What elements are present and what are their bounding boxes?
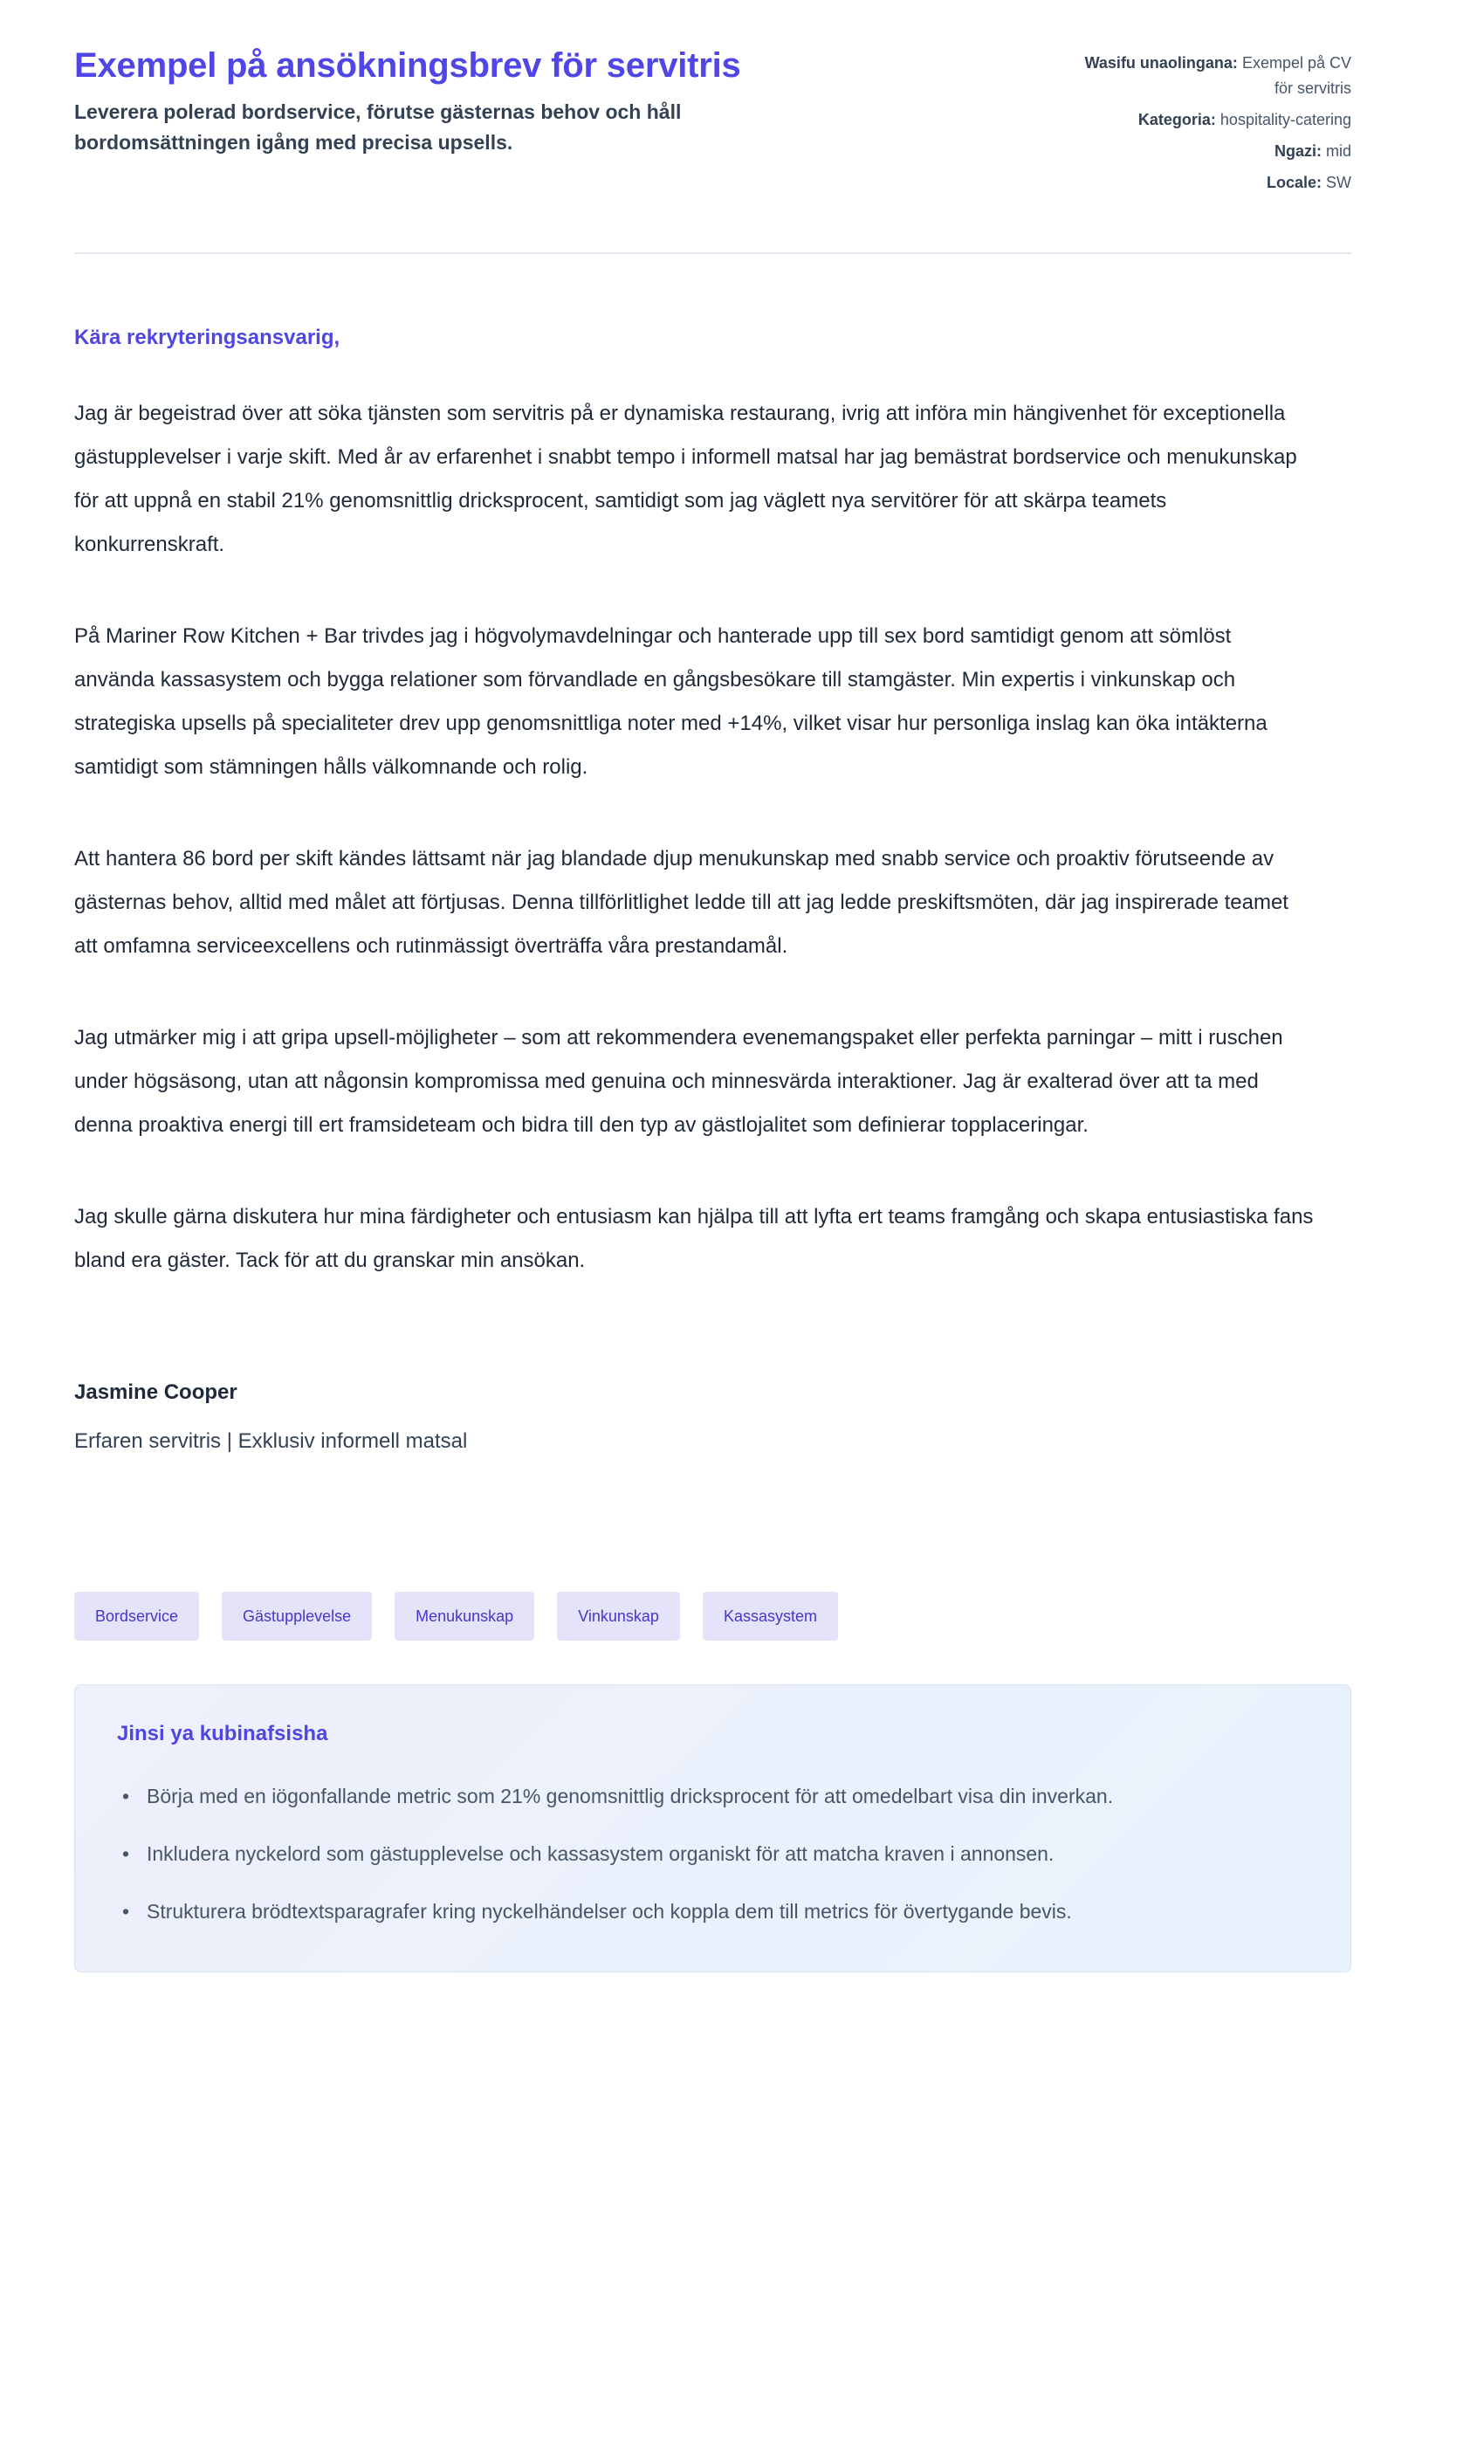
bullet-icon: •	[122, 1842, 130, 1865]
tips-item-text: Strukturera brödtextsparagrafer kring nyckelhändelser och koppla dem till metrics för övertygande bevis.	[147, 1900, 1072, 1923]
skill-tag[interactable]: Kassasystem	[703, 1592, 838, 1641]
header	[74, 45, 1351, 202]
header-title-block	[74, 45, 912, 158]
letter-paragraph: På Mariner Row Kitchen + Bar trivdes jag i högvolymavdelningar och hanterade upp till sex bord samtidigt genom att sömlöst använda kassasystem och bygga relationer som förvandlade en gångsbesökare till stamgäster. Min expertis i vinkunskap och strategiska upsells på specialiteter drev upp genomsnittliga noter med +14%, vilket visar hur personliga inslag kan öka intäkterna samtidigt som stämningen hålls välkomnande och rolig.	[74, 624, 1268, 779]
meta-label: Locale:	[1266, 174, 1322, 191]
tips-item-text: Inkludera nyckelord som gästupplevelse och kassasystem organiskt för att matcha kraven i annonsen.	[147, 1842, 1055, 1865]
tips-item-text: Börja med en iögonfallande metric som 21% genomsnittlig dricksprocent för att omedelbart visa din inverkan.	[147, 1785, 1114, 1807]
tips-heading: Jinsi ya kubinafsisha	[117, 1722, 328, 1745]
meta-value: Exempel på CV för servitris	[1241, 54, 1351, 97]
meta-value: SW	[1326, 174, 1351, 191]
page-subtitle: Leverera polerad bordservice, förutse gästernas behov och håll bordomsättningen igång med precisa upsells.	[74, 100, 682, 155]
tips-list-item	[117, 1834, 1278, 1874]
meta-item-category	[1063, 107, 1351, 133]
tips-list-item	[117, 1776, 1278, 1816]
skill-tag-list	[74, 1592, 1351, 1641]
bullet-icon: •	[122, 1900, 130, 1923]
bullet-icon: •	[122, 1785, 130, 1807]
tips-list	[117, 1776, 1309, 1931]
meta-item-matching-resume	[1063, 51, 1351, 101]
tips-list-item	[117, 1891, 1278, 1931]
skill-tag[interactable]: Gästupplevelse	[222, 1592, 372, 1641]
meta-item-locale	[1063, 170, 1351, 196]
meta-label: Wasifu unaolingana:	[1084, 54, 1238, 72]
skill-tag[interactable]: Vinkunskap	[557, 1592, 680, 1641]
letter-paragraph: Jag är begeistrad över att söka tjänsten som servitris på er dynamiska restaurang, ivrig att införa min hängivenhet för exceptionella gästupplevelser i varje skift. Med år av erfarenhet i snabbt tempo i informell matsal har jag bemästrat bordservice och menukunskap för att uppnå en stabil 21% genomsnittlig dricksprocent, samtidigt som jag väglett nya servitörer för att skärpa teamets konkurrenskraft.	[74, 402, 1297, 556]
cover-letter-body	[74, 324, 1351, 1972]
meta-label: Kategoria:	[1137, 111, 1216, 128]
signature-name: Jasmine Cooper	[74, 1380, 237, 1404]
skill-tag[interactable]: Menukunskap	[395, 1592, 534, 1641]
meta-label: Ngazi:	[1274, 142, 1322, 160]
meta-value: hospitality-catering	[1219, 111, 1351, 128]
letter-greeting: Kära rekryteringsansvarig,	[74, 326, 340, 349]
letter-paragraph: Jag utmärker mig i att gripa upsell-möjligheter – som att rekommendera evenemangspaket eller perfekta parningar – mitt i ruschen under högsäsong, utan att någonsin kompromissa med genuina och minnesvärda interaktioner. Jag är exalterad över att ta med denna proaktiva energi till ert framsideteam och bidra till den typ av gästlojalitet som definierar topplaceringar.	[74, 1026, 1283, 1137]
letter-paragraph: Att hantera 86 bord per skift kändes lättsamt när jag blandade djup menukunskap med snabb service och proaktiv förutseende av gästernas behov, alltid med målet att förtjusas. Denna tillförlitlighet ledde till att jag ledde preskiftsmöten, där jag inspirerade teamet att omfamna serviceexcellens och rutinmässigt överträffa våra prestandamål.	[74, 847, 1288, 958]
page-title: Exempel på ansökningsbrev för servitris	[74, 46, 741, 85]
meta-panel	[1063, 45, 1351, 202]
meta-item-level	[1063, 139, 1351, 164]
signature-role: Erfaren servitris | Exklusiv informell matsal	[74, 1429, 468, 1453]
skill-tag[interactable]: Bordservice	[74, 1592, 199, 1641]
letter-paragraph: Jag skulle gärna diskutera hur mina färdigheter och entusiasm kan hjälpa till att lyfta ert teams framgång och skapa entusiastiska fans bland era gäster. Tack för att du granskar min ansökan.	[74, 1205, 1314, 1272]
customization-tips-box	[74, 1684, 1351, 1972]
header-divider	[74, 252, 1351, 254]
meta-value: mid	[1325, 142, 1351, 160]
